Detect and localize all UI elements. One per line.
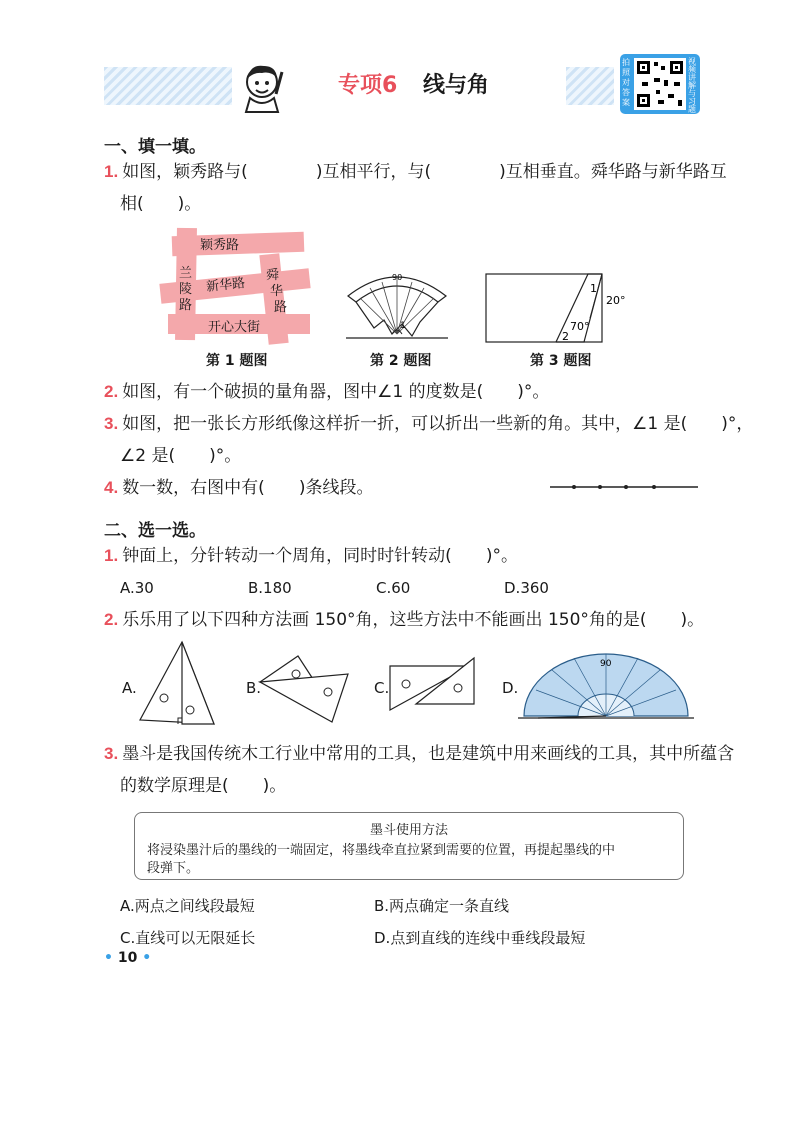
q1-4-text: 数一数，右图中有( )条线段。 <box>122 478 374 498</box>
q2-2-text: 乐乐用了以下四种方法画 150°角，这些方法中不能画出 150°角的是( )。 <box>122 610 705 630</box>
figure-3-angle1-label: 1 <box>590 282 597 295</box>
q2-2-label-a[interactable]: A. <box>122 679 137 697</box>
section2-title: 二、选一选。 <box>104 521 206 541</box>
q2-3-number: 3. <box>104 744 119 763</box>
page-number-text: 10 <box>117 950 138 966</box>
q2-2-label-c[interactable]: C. <box>374 679 390 697</box>
figure-2-angle-label: 1 <box>400 321 406 331</box>
q1-1-line2: 相( )。 <box>120 194 202 214</box>
road-label-yingxiu: 颖秀路 <box>200 238 240 253</box>
q1-3-text: 如图，把一张长方形纸像这样折一折，可以折出一些新的角。其中，∠1 是( )°， <box>122 414 754 434</box>
header-stripe-left <box>104 67 232 105</box>
q2-2-label-b[interactable]: B. <box>246 679 262 697</box>
title-main: 线与角 <box>422 73 489 98</box>
q1-1-text: 如图，颖秀路与( )互相平行，与( )互相垂直。舜华路与新华路互 <box>122 162 727 182</box>
q2-1-option-d[interactable]: D.360 <box>504 579 549 597</box>
qr-code-icon[interactable] <box>634 58 686 110</box>
qr-right-text: 视频讲解与习题 <box>688 57 696 114</box>
figure-1-road-map <box>160 228 310 343</box>
q2-2-number: 2. <box>104 610 119 629</box>
road-label-lanling-a: 兰 <box>179 266 193 281</box>
page-title <box>338 68 489 99</box>
road-label-lanling-c: 路 <box>179 298 193 313</box>
road-label-kaixin: 开心大街 <box>208 320 261 335</box>
question-2-2 <box>104 608 704 632</box>
q2-3-line2: 的数学原理是( )。 <box>120 776 287 796</box>
q2-3-option-d[interactable]: D.点到直线的连线中垂线段最短 <box>374 929 586 947</box>
figure-3-folded-paper <box>484 272 644 346</box>
figure-3-caption: 第 3 题图 <box>530 353 592 369</box>
q2-2-label-d[interactable]: D. <box>502 679 519 697</box>
q1-3-line2: ∠2 是( )°。 <box>120 446 242 466</box>
usage-box-line2: 段弹下。 <box>147 861 200 876</box>
q1-2-number: 2. <box>104 382 119 401</box>
question-2-3 <box>104 742 734 766</box>
title-prefix: 专项6 <box>338 73 398 98</box>
road-label-shunhua-a: 舜 <box>266 268 280 283</box>
figure-2-broken-protractor <box>340 266 454 340</box>
q2-3-option-b[interactable]: B.两点确定一条直线 <box>374 897 510 915</box>
line-segments-figure <box>548 482 702 492</box>
qr-left-text: 拍照对答案 <box>622 58 630 107</box>
q2-1-option-a[interactable]: A.30 <box>120 579 154 597</box>
road-label-shunhua-c: 路 <box>274 300 288 315</box>
option-d-90-label: 90 <box>600 659 612 669</box>
question-1-4 <box>104 476 373 500</box>
header-stripe-right <box>566 67 614 105</box>
q1-2-text: 如图，有一个破损的量角器，图中∠1 的度数是( )°。 <box>122 382 550 402</box>
page-dot-left-icon: • <box>104 950 113 966</box>
q1-1-number: 1. <box>104 162 119 181</box>
road-label-lanling-b: 陵 <box>179 282 193 297</box>
page-dot-right-icon: • <box>142 950 152 966</box>
figure-3-angle2-label: 2 <box>562 330 569 343</box>
q2-1-text: 钟面上，分针转动一个周角，同时时针转动( )°。 <box>122 546 518 566</box>
qr-panel[interactable] <box>620 54 700 114</box>
q2-1-number: 1. <box>104 546 119 565</box>
figure-1-caption: 第 1 题图 <box>206 353 268 369</box>
usage-box-title: 墨斗使用方法 <box>369 823 448 838</box>
question-2-1 <box>104 544 518 568</box>
road-label-xinhua: 新华路 <box>205 275 246 295</box>
page-number <box>104 950 151 966</box>
question-1-1 <box>104 160 727 184</box>
boy-mascot-icon <box>238 58 290 114</box>
q1-4-number: 4. <box>104 478 119 497</box>
q2-3-option-a[interactable]: A.两点之间线段最短 <box>120 897 255 915</box>
section1-title: 一、填一填。 <box>104 137 206 157</box>
usage-box-line1: 将浸染墨汁后的墨线的一端固定，将墨线牵直拉紧到需要的位置，再提起墨线的中 <box>147 843 616 858</box>
question-1-3 <box>104 412 753 436</box>
figure-3-deg70-label: 70° <box>570 320 590 333</box>
q2-3-option-c[interactable]: C.直线可以无限延长 <box>120 929 256 947</box>
ink-line-usage-box <box>134 812 684 880</box>
figure-3-deg20-label: 20° <box>606 294 626 307</box>
option-d-protractor[interactable] <box>518 650 694 722</box>
q1-3-number: 3. <box>104 414 119 433</box>
road-label-shunhua-b: 华 <box>270 284 284 299</box>
option-a-triangles[interactable] <box>138 640 220 728</box>
protractor-90-label: 90 <box>392 273 403 282</box>
q2-3-text: 墨斗是我国传统木工行业中常用的工具，也是建筑中用来画线的工具，其中所蕴含 <box>122 744 735 764</box>
q2-1-option-b[interactable]: B.180 <box>248 579 292 597</box>
figure-2-caption: 第 2 题图 <box>370 353 432 369</box>
question-1-2 <box>104 380 549 404</box>
option-c-triangles[interactable] <box>388 654 480 722</box>
q2-1-option-c[interactable]: C.60 <box>376 579 411 597</box>
option-b-triangles[interactable] <box>258 652 352 724</box>
